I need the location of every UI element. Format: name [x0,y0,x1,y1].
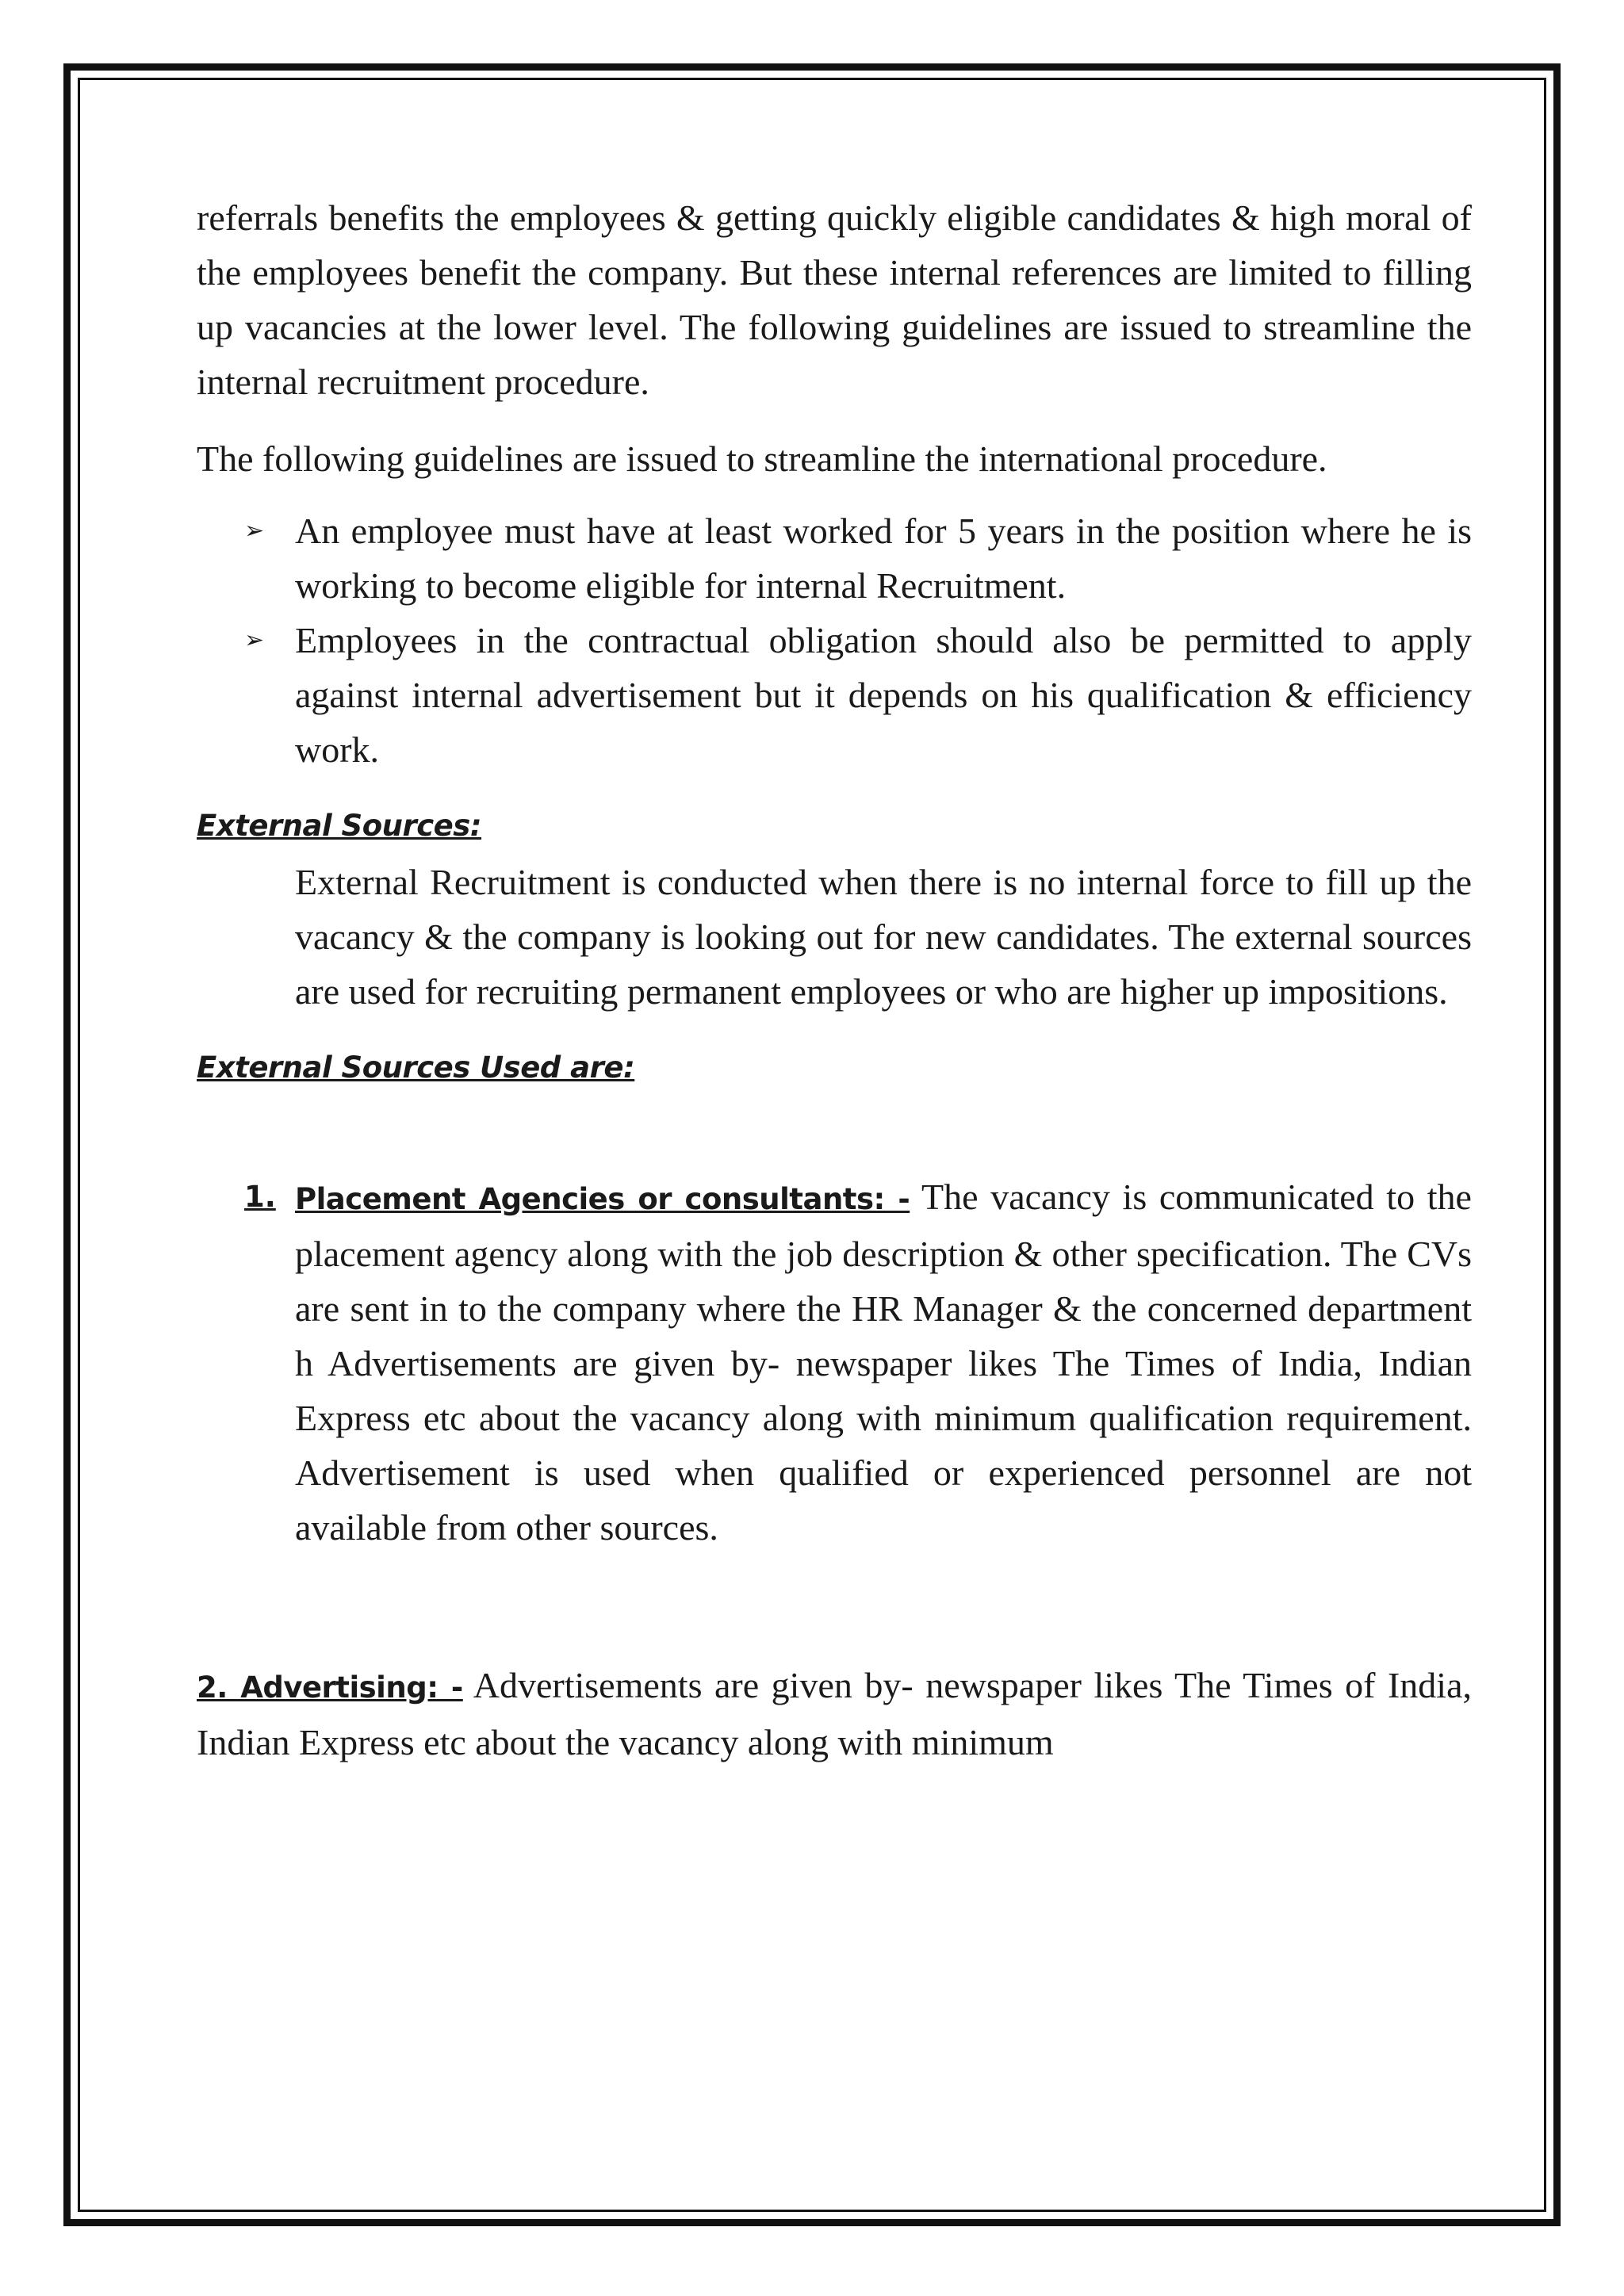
paragraph-referrals: referrals benefits the employees & getting quickly eligible candidates & high moral of the employees benefit the company. But these internal references are limited to filling up vacancies at the lower level. The following guidelines are issued to streamline the internal recruitment procedure. [197,197,1472,402]
item-number: 1. [244,1180,276,1214]
arrow-bullet-icon: ➢ [244,517,265,545]
placement-agencies-text: The vacancy is communicated to the placement agency along with the job description & other specification. The CVs are sent in to the company where the HR Manager & the concerned department h Advertisements are given by- newspaper likes The Times of India, Indian Express etc about the vacancy along with minimum qualification requirement. Advertisement is used when qualified or experienced personnel are not available from other sources. [295,1177,1472,1548]
document-body [197,190,1472,1770]
list-item [197,503,1472,613]
placement-agencies-item [197,1169,1472,1555]
arrow-bullet-icon: ➢ [244,626,265,654]
advertising-item [197,1658,1472,1770]
external-sources-heading: External Sources: [197,809,482,843]
guidelines-list [197,503,1472,777]
placement-agencies-title: Placement Agencies or consultants: - [295,1182,910,1216]
advertising-text: Advertisements are given by- newspaper likes The Times of India, Indian Express etc about the vacancy along with minimum [197,1665,1472,1762]
list-item [197,613,1472,777]
external-sources-text: External Recruitment is conducted when there is no internal force to fill up the vacancy & the company is looking out for new candidates. The external sources are used for recruiting permanent employees or who are higher up impositions. [295,862,1472,1012]
list-item-text: An employee must have at least worked for 5 years in the position where he is working to become eligible for internal Recruitment. [295,511,1472,606]
paragraph-guidelines: The following guidelines are issued to streamline the international procedure. [197,438,1327,479]
list-item-text: Employees in the contractual obligation should also be permitted to apply against internal advertisement but it depends on his qualification & efficiency work. [295,620,1472,770]
advertising-title: 2. Advertising: - [197,1670,463,1705]
external-sources-used-heading: External Sources Used are: [197,1050,635,1085]
